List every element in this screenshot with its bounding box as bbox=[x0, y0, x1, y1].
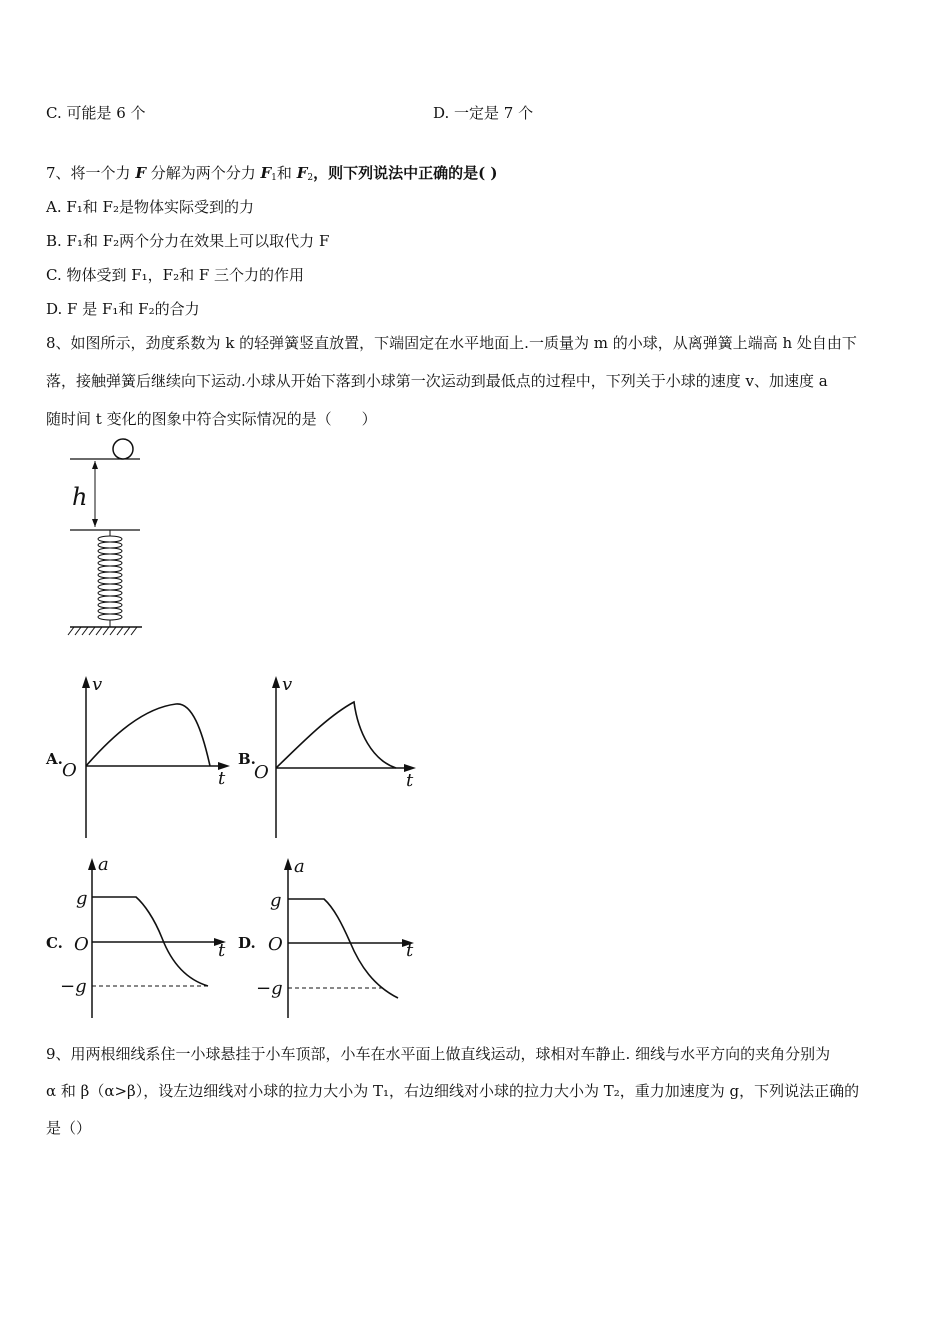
y-axis-label: a bbox=[98, 854, 109, 875]
g-label: g bbox=[76, 888, 88, 909]
q7-option-c: C. 物体受到 F₁，F₂和 F 三个力的作用 bbox=[46, 266, 305, 284]
force-symbol: F bbox=[260, 164, 272, 182]
q8-stem-line3: 随时间 t 变化的图象中符合实际情况的是（ ） bbox=[46, 410, 377, 428]
graph-option-d bbox=[236, 852, 436, 1022]
origin-label: O bbox=[74, 934, 89, 955]
q7-stem-part: ，则下列说法中正确的是( ) bbox=[313, 164, 498, 182]
arrow-head-up bbox=[92, 461, 98, 469]
spring-coils bbox=[98, 530, 122, 627]
q7-stem-part: 7、将一个力 bbox=[46, 164, 136, 182]
force-symbol: F bbox=[135, 164, 146, 182]
y-arrow bbox=[88, 858, 96, 870]
minus-g-label: −g bbox=[60, 976, 87, 997]
graph-option-c bbox=[44, 852, 244, 1022]
x-axis-label: t bbox=[406, 770, 414, 791]
y-arrow bbox=[82, 676, 90, 688]
ball bbox=[113, 439, 133, 459]
q7-option-a: A. F₁和 F₂是物体实际受到的力 bbox=[46, 198, 254, 216]
option-label: B. bbox=[238, 750, 256, 768]
force-symbol: F bbox=[296, 164, 308, 182]
minus-g-label: −g bbox=[256, 978, 283, 999]
subscript: 2 bbox=[307, 173, 314, 183]
q7-option-b: B. F₁和 F₂两个分力在效果上可以取代力 F bbox=[46, 232, 330, 250]
g-label: g bbox=[270, 890, 282, 911]
y-axis-label: v bbox=[92, 674, 103, 695]
x-axis-label: t bbox=[218, 940, 226, 961]
q8-stem-line2: 落，接触弹簧后继续向下运动.小球从开始下落到小球第一次运动到最低点的过程中，下列关于小球的速度 v、加速度 a bbox=[46, 372, 828, 390]
q6-option-d: D. 一定是 7 个 bbox=[433, 104, 534, 122]
velocity-curve bbox=[276, 702, 396, 768]
option-label: C. bbox=[46, 934, 63, 952]
x-axis-label: t bbox=[406, 940, 414, 961]
q7-stem-part: 分解为两个分力 bbox=[145, 164, 261, 182]
y-axis-label: a bbox=[294, 856, 305, 877]
y-arrow bbox=[272, 676, 280, 688]
q9-stem-line2: α 和 β（α>β），设左边细线对小球的拉力大小为 T₁，右边细线对小球的拉力大小为 T₂，重力加速度为 g，下列说法正确的 bbox=[46, 1082, 860, 1100]
origin-label: O bbox=[254, 762, 269, 783]
x-axis-label: t bbox=[218, 768, 226, 789]
q7-stem-part: 和 bbox=[276, 164, 297, 182]
q9-stem-line1: 9、用两根细线系住一小球悬挂于小车顶部，小车在水平面上做直线运动，球相对车静止. 细线与水平方向的夹角分别为 bbox=[46, 1045, 831, 1063]
ground-hatch bbox=[68, 627, 137, 635]
origin-label: O bbox=[268, 934, 283, 955]
origin-label: O bbox=[62, 760, 77, 781]
arrow-head-down bbox=[92, 519, 98, 527]
option-label: A. bbox=[46, 750, 63, 768]
q7-option-d: D. F 是 F₁和 F₂的合力 bbox=[46, 300, 200, 318]
acceleration-curve bbox=[288, 899, 398, 998]
q8-stem-line1: 8、如图所示，劲度系数为 k 的轻弹簧竖直放置，下端固定在水平地面上.一质量为 m 的小球，从离弹簧上端高 h 处自由下 bbox=[46, 334, 857, 352]
option-label: D. bbox=[238, 934, 256, 952]
q7-stem bbox=[46, 162, 498, 183]
q6-option-c: C. 可能是 6 个 bbox=[46, 104, 146, 122]
graph-option-b bbox=[236, 672, 436, 842]
y-arrow bbox=[284, 858, 292, 870]
subscript: 1 bbox=[271, 173, 277, 183]
graph-option-a bbox=[44, 672, 244, 842]
y-axis-label: v bbox=[282, 674, 293, 695]
velocity-curve bbox=[86, 704, 210, 766]
q9-stem-line3: 是（） bbox=[46, 1119, 92, 1137]
spring-figure bbox=[60, 435, 160, 640]
height-label: h bbox=[72, 483, 88, 511]
